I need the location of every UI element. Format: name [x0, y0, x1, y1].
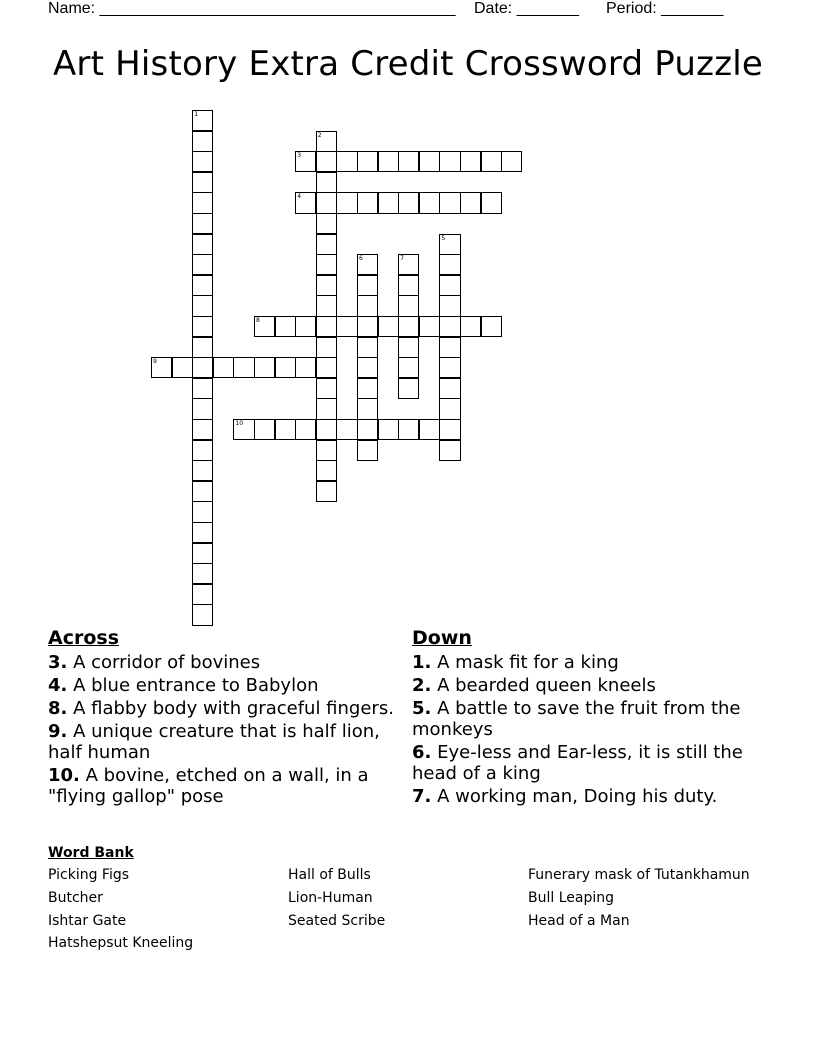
- crossword-cell[interactable]: [439, 151, 460, 172]
- crossword-cell[interactable]: [275, 316, 296, 337]
- crossword-cell[interactable]: [398, 275, 419, 296]
- crossword-cell[interactable]: [419, 151, 440, 172]
- crossword-cell[interactable]: [316, 357, 337, 378]
- crossword-cell[interactable]: [192, 440, 213, 461]
- crossword-cell[interactable]: [172, 357, 193, 378]
- crossword-cell[interactable]: [439, 357, 460, 378]
- crossword-cell[interactable]: [460, 151, 481, 172]
- crossword-cell[interactable]: [192, 604, 213, 625]
- crossword-cell[interactable]: [357, 316, 378, 337]
- clue-text: A bovine, etched on a wall, in a "flying gallop" pose: [48, 765, 369, 807]
- crossword-cell[interactable]: [316, 337, 337, 358]
- clue-across-10: [48, 765, 398, 807]
- crossword-cell[interactable]: [316, 440, 337, 461]
- cell-number: 4: [297, 193, 302, 201]
- crossword-cell[interactable]: [295, 419, 316, 440]
- clue-number: 7.: [412, 786, 432, 807]
- crossword-cell[interactable]: [295, 151, 316, 172]
- crossword-cell[interactable]: [398, 295, 419, 316]
- crossword-cell[interactable]: [316, 151, 337, 172]
- clue-text: A unique creature that is half lion, half human: [48, 721, 380, 763]
- down-clues: [412, 628, 762, 809]
- crossword-cell[interactable]: [439, 295, 460, 316]
- crossword-cell[interactable]: [254, 419, 275, 440]
- crossword-cell[interactable]: [192, 481, 213, 502]
- crossword-cell[interactable]: [439, 316, 460, 337]
- crossword-cell[interactable]: [481, 151, 502, 172]
- clue-number: 10.: [48, 765, 80, 786]
- crossword-cell[interactable]: [398, 192, 419, 213]
- crossword-cell[interactable]: [316, 398, 337, 419]
- crossword-cell[interactable]: [233, 357, 254, 378]
- crossword-cell[interactable]: [439, 337, 460, 358]
- crossword-cell[interactable]: [378, 151, 399, 172]
- clue-text: A blue entrance to Babylon: [67, 675, 319, 696]
- clue-down-6: [412, 742, 762, 784]
- crossword-cell[interactable]: [254, 357, 275, 378]
- crossword-cell[interactable]: [254, 316, 275, 337]
- crossword-cell[interactable]: [316, 378, 337, 399]
- clue-text: A battle to save the fruit from the monkeys: [412, 698, 741, 740]
- crossword-cell[interactable]: [192, 110, 213, 131]
- crossword-cell[interactable]: [336, 151, 357, 172]
- cell-number: 5: [441, 234, 446, 242]
- crossword-cell[interactable]: [192, 254, 213, 275]
- crossword-cell[interactable]: [316, 234, 337, 255]
- clue-across-8: [48, 698, 398, 719]
- clue-text: A flabby body with graceful fingers.: [67, 698, 394, 719]
- word-bank-item: Butcher: [48, 890, 103, 906]
- clue-down-1: [412, 652, 762, 673]
- crossword-cell[interactable]: [316, 172, 337, 193]
- crossword-cell[interactable]: [378, 192, 399, 213]
- crossword-cell[interactable]: [357, 295, 378, 316]
- crossword-cell[interactable]: [316, 131, 337, 152]
- crossword-cell[interactable]: [398, 357, 419, 378]
- cell-number: 1: [194, 111, 199, 118]
- word-bank-title: Word Bank: [48, 845, 134, 861]
- clue-number: 9.: [48, 721, 68, 742]
- clue-down-5: [412, 698, 762, 740]
- crossword-cell[interactable]: [233, 419, 254, 440]
- crossword-cell[interactable]: [439, 398, 460, 419]
- clue-number: 8.: [48, 698, 68, 719]
- crossword-cell[interactable]: [481, 316, 502, 337]
- crossword-cell[interactable]: [192, 131, 213, 152]
- crossword-cell[interactable]: [192, 419, 213, 440]
- word-bank-item: Funerary mask of Tutankhamun: [528, 867, 750, 883]
- crossword-cell[interactable]: [295, 357, 316, 378]
- cell-number: 3: [297, 152, 302, 160]
- crossword-cell[interactable]: [439, 275, 460, 296]
- crossword-cell[interactable]: [419, 419, 440, 440]
- clue-text: A corridor of bovines: [67, 652, 261, 673]
- crossword-cell[interactable]: [501, 151, 522, 172]
- across-heading: Across: [48, 627, 120, 649]
- crossword-cell[interactable]: [357, 398, 378, 419]
- crossword-cell[interactable]: [439, 440, 460, 461]
- crossword-cell[interactable]: [336, 316, 357, 337]
- crossword-cell[interactable]: [192, 378, 213, 399]
- crossword-cell[interactable]: [295, 316, 316, 337]
- crossword-cell[interactable]: [357, 151, 378, 172]
- crossword-cell[interactable]: [357, 440, 378, 461]
- crossword-cell[interactable]: [398, 378, 419, 399]
- crossword-cell[interactable]: [481, 192, 502, 213]
- crossword-cell[interactable]: [398, 316, 419, 337]
- clue-number: 4.: [48, 675, 68, 696]
- crossword-cell[interactable]: [316, 316, 337, 337]
- crossword-cell[interactable]: [336, 419, 357, 440]
- across-clues: [48, 628, 398, 809]
- clue-down-7: [412, 786, 762, 807]
- crossword-cell[interactable]: [316, 419, 337, 440]
- crossword-cell[interactable]: [151, 357, 172, 378]
- cell-number: 2: [317, 131, 322, 139]
- crossword-cell[interactable]: [192, 213, 213, 234]
- clue-text: A bearded queen kneels: [431, 675, 656, 696]
- crossword-cell[interactable]: [213, 357, 234, 378]
- crossword-cell[interactable]: [439, 419, 460, 440]
- clue-across-9: [48, 721, 398, 763]
- crossword-cell[interactable]: [192, 584, 213, 605]
- clue-across-4: [48, 675, 398, 696]
- crossword-cell[interactable]: [460, 316, 481, 337]
- crossword-cell[interactable]: [192, 522, 213, 543]
- cell-number: 8: [256, 317, 260, 324]
- word-bank-item: Bull Leaping: [528, 890, 614, 906]
- word-bank-item: Picking Figs: [48, 867, 130, 883]
- crossword-cell[interactable]: [357, 419, 378, 440]
- down-heading: Down: [412, 627, 472, 649]
- crossword-cell[interactable]: [192, 460, 213, 481]
- word-bank-item: Seated Scribe: [288, 913, 386, 929]
- word-bank-item: Hall of Bulls: [288, 867, 371, 883]
- crossword-cell[interactable]: [419, 192, 440, 213]
- crossword-cell[interactable]: [192, 172, 213, 193]
- crossword-cell[interactable]: [275, 357, 296, 378]
- crossword-cell[interactable]: [439, 234, 460, 255]
- crossword-cell[interactable]: [192, 151, 213, 172]
- crossword-cell[interactable]: [192, 398, 213, 419]
- crossword-cell[interactable]: [192, 563, 213, 584]
- clue-number: 6.: [412, 742, 432, 763]
- clue-down-2: [412, 675, 762, 696]
- page-title: Art History Extra Credit Crossword Puzzle: [52, 44, 764, 84]
- cell-number: 7: [400, 255, 405, 263]
- crossword-cell[interactable]: [192, 316, 213, 337]
- clue-number: 3.: [48, 652, 68, 673]
- crossword-cell[interactable]: [398, 337, 419, 358]
- clue-number: 2.: [412, 675, 432, 696]
- crossword-cell[interactable]: [439, 192, 460, 213]
- word-bank-item: Ishtar Gate: [48, 913, 127, 929]
- crossword-cell[interactable]: [357, 192, 378, 213]
- cell-number: 6: [359, 255, 363, 263]
- crossword-cell[interactable]: [336, 192, 357, 213]
- crossword-cell[interactable]: [192, 543, 213, 564]
- word-bank-item: Lion-Human: [288, 890, 373, 906]
- crossword-cell[interactable]: [192, 295, 213, 316]
- crossword-cell[interactable]: [357, 337, 378, 358]
- cell-number: 10: [235, 420, 244, 427]
- clue-text: Eye-less and Ear-less, it is still the head of a king: [412, 742, 743, 784]
- clue-number: 1.: [412, 652, 432, 673]
- crossword-cell[interactable]: [398, 151, 419, 172]
- clue-across-3: [48, 652, 398, 673]
- crossword-cell[interactable]: [316, 481, 337, 502]
- crossword-cell[interactable]: [192, 357, 213, 378]
- crossword-cell[interactable]: [316, 254, 337, 275]
- crossword-cell[interactable]: [316, 295, 337, 316]
- crossword-cell[interactable]: [316, 192, 337, 213]
- crossword-cell[interactable]: [192, 501, 213, 522]
- crossword-cell[interactable]: [316, 275, 337, 296]
- crossword-cell[interactable]: [192, 234, 213, 255]
- crossword-cell[interactable]: [192, 337, 213, 358]
- crossword-cell[interactable]: [398, 419, 419, 440]
- period-field[interactable]: Period: _______: [606, 0, 724, 17]
- clue-text: A mask fit for a king: [431, 652, 619, 673]
- crossword-cell[interactable]: [357, 378, 378, 399]
- cell-number: 9: [153, 358, 157, 366]
- crossword-cell[interactable]: [398, 254, 419, 275]
- crossword-cell[interactable]: [316, 213, 337, 234]
- crossword-cell[interactable]: [357, 275, 378, 296]
- name-field[interactable]: Name: ________________________________________: [48, 0, 456, 17]
- crossword-cell[interactable]: [295, 192, 316, 213]
- crossword-cell[interactable]: [275, 419, 296, 440]
- crossword-cell[interactable]: [439, 254, 460, 275]
- crossword-cell[interactable]: [378, 419, 399, 440]
- crossword-cell[interactable]: [192, 192, 213, 213]
- date-field[interactable]: Date: _______: [474, 0, 579, 17]
- crossword-cell[interactable]: [439, 378, 460, 399]
- crossword-cell[interactable]: [357, 254, 378, 275]
- word-bank-item: Hatshepsut Kneeling: [48, 935, 194, 951]
- crossword-cell[interactable]: [316, 460, 337, 481]
- crossword-cell[interactable]: [460, 192, 481, 213]
- clue-number: 5.: [412, 698, 432, 719]
- crossword-cell[interactable]: [419, 316, 440, 337]
- crossword-cell[interactable]: [357, 357, 378, 378]
- word-bank-item: Head of a Man: [528, 913, 630, 929]
- crossword-cell[interactable]: [192, 275, 213, 296]
- crossword-cell[interactable]: [378, 316, 399, 337]
- clue-text: A working man, Doing his duty.: [431, 786, 718, 807]
